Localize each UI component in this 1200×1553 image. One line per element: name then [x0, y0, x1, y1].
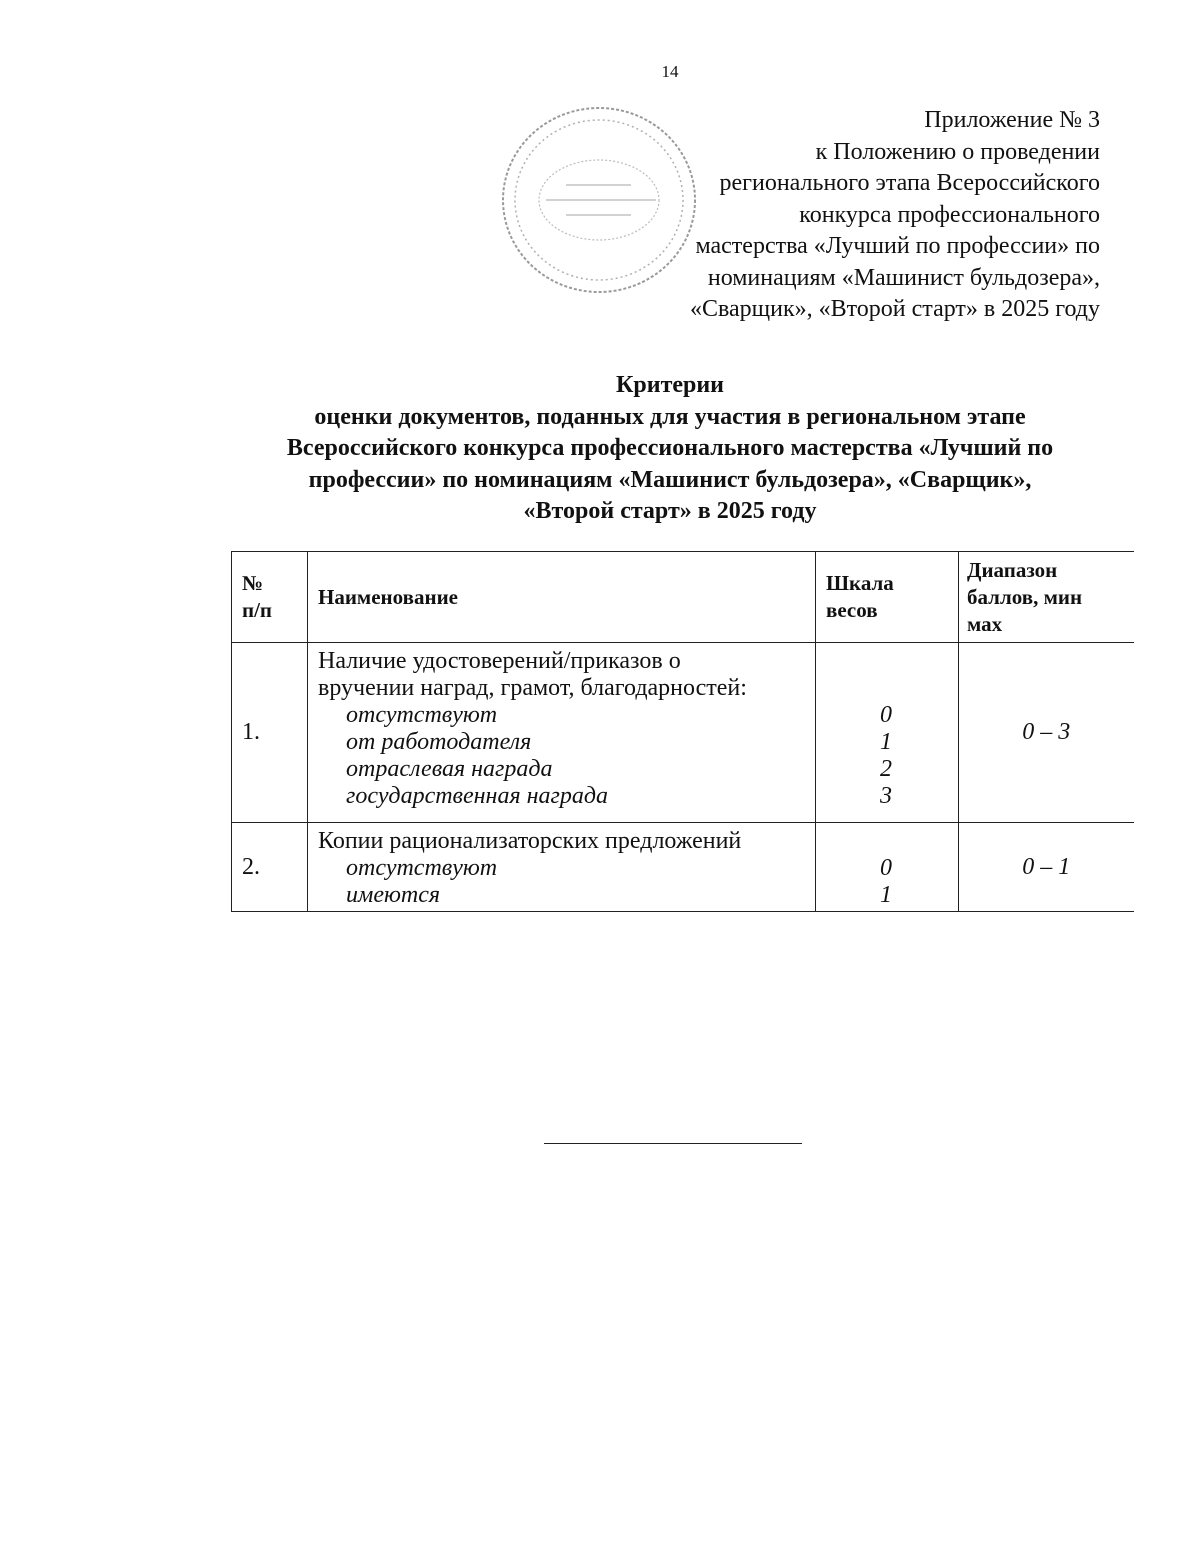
table-header-row — [232, 552, 1134, 643]
table-row — [232, 823, 1134, 912]
appendix-line: Приложение № 3 — [924, 107, 1100, 133]
appendix-header — [630, 105, 1100, 326]
row-item: отсутствуют — [346, 855, 498, 881]
row-title-line: Наличие удостоверений/приказов о — [318, 648, 681, 674]
row-range: 0 – 3 — [959, 643, 1134, 823]
row-name — [308, 823, 816, 912]
appendix-line: регионального этапа Всероссийского — [719, 170, 1100, 196]
title-line: Всероссийского конкурса профессионального мастерства «Лучший по — [286, 435, 1054, 461]
row-title-line: Копии рационализаторских предложений — [318, 828, 742, 854]
appendix-line: «Сварщик», «Второй старт» в 2025 году — [689, 296, 1100, 322]
title-line: профессии» по номинациям «Машинист бульдозера», «Сварщик», — [308, 466, 1032, 493]
header-range: Диапазон баллов, мин мах — [959, 552, 1134, 643]
criteria-table — [231, 551, 1134, 912]
weight-value: 1 — [880, 882, 892, 908]
header-name: Наименование — [308, 552, 816, 643]
row-title-line: вручении наград, грамот, благодарностей: — [318, 675, 747, 701]
row-number: 2. — [232, 823, 308, 912]
title-line: «Второй старт» в 2025 году — [523, 498, 817, 524]
header-number: № п/п — [232, 552, 308, 643]
weight-value: 2 — [880, 756, 892, 782]
row-item: отсутствуют — [346, 702, 498, 728]
row-item: отраслевая награда — [346, 756, 553, 782]
row-weights — [816, 823, 959, 912]
table-row — [232, 643, 1134, 823]
title-line: Критерии — [615, 372, 725, 398]
row-range: 0 – 1 — [959, 823, 1134, 912]
row-name — [308, 643, 816, 823]
appendix-line: мастерства «Лучший по профессии» по — [695, 233, 1100, 259]
row-weights — [816, 643, 959, 823]
weight-value: 3 — [880, 783, 892, 809]
weight-value: 1 — [880, 729, 892, 755]
document-title — [160, 370, 1180, 528]
row-item: от работодателя — [346, 729, 532, 755]
appendix-line: конкурса профессионального — [799, 201, 1100, 228]
weight-value: 0 — [880, 855, 892, 881]
row-item: государственная награда — [346, 783, 609, 809]
row-item: имеются — [346, 882, 441, 908]
row-number: 1. — [232, 643, 308, 823]
appendix-line: к Положению о проведении — [815, 138, 1100, 165]
header-scale: Шкала весов — [816, 552, 959, 643]
weight-value: 0 — [880, 702, 892, 728]
page-number: 14 — [661, 62, 679, 81]
title-line: оценки документов, поданных для участия в региональном этапе — [314, 403, 1026, 430]
appendix-line: номинациям «Машинист бульдозера», — [707, 264, 1100, 291]
closing-rule — [544, 1143, 802, 1144]
